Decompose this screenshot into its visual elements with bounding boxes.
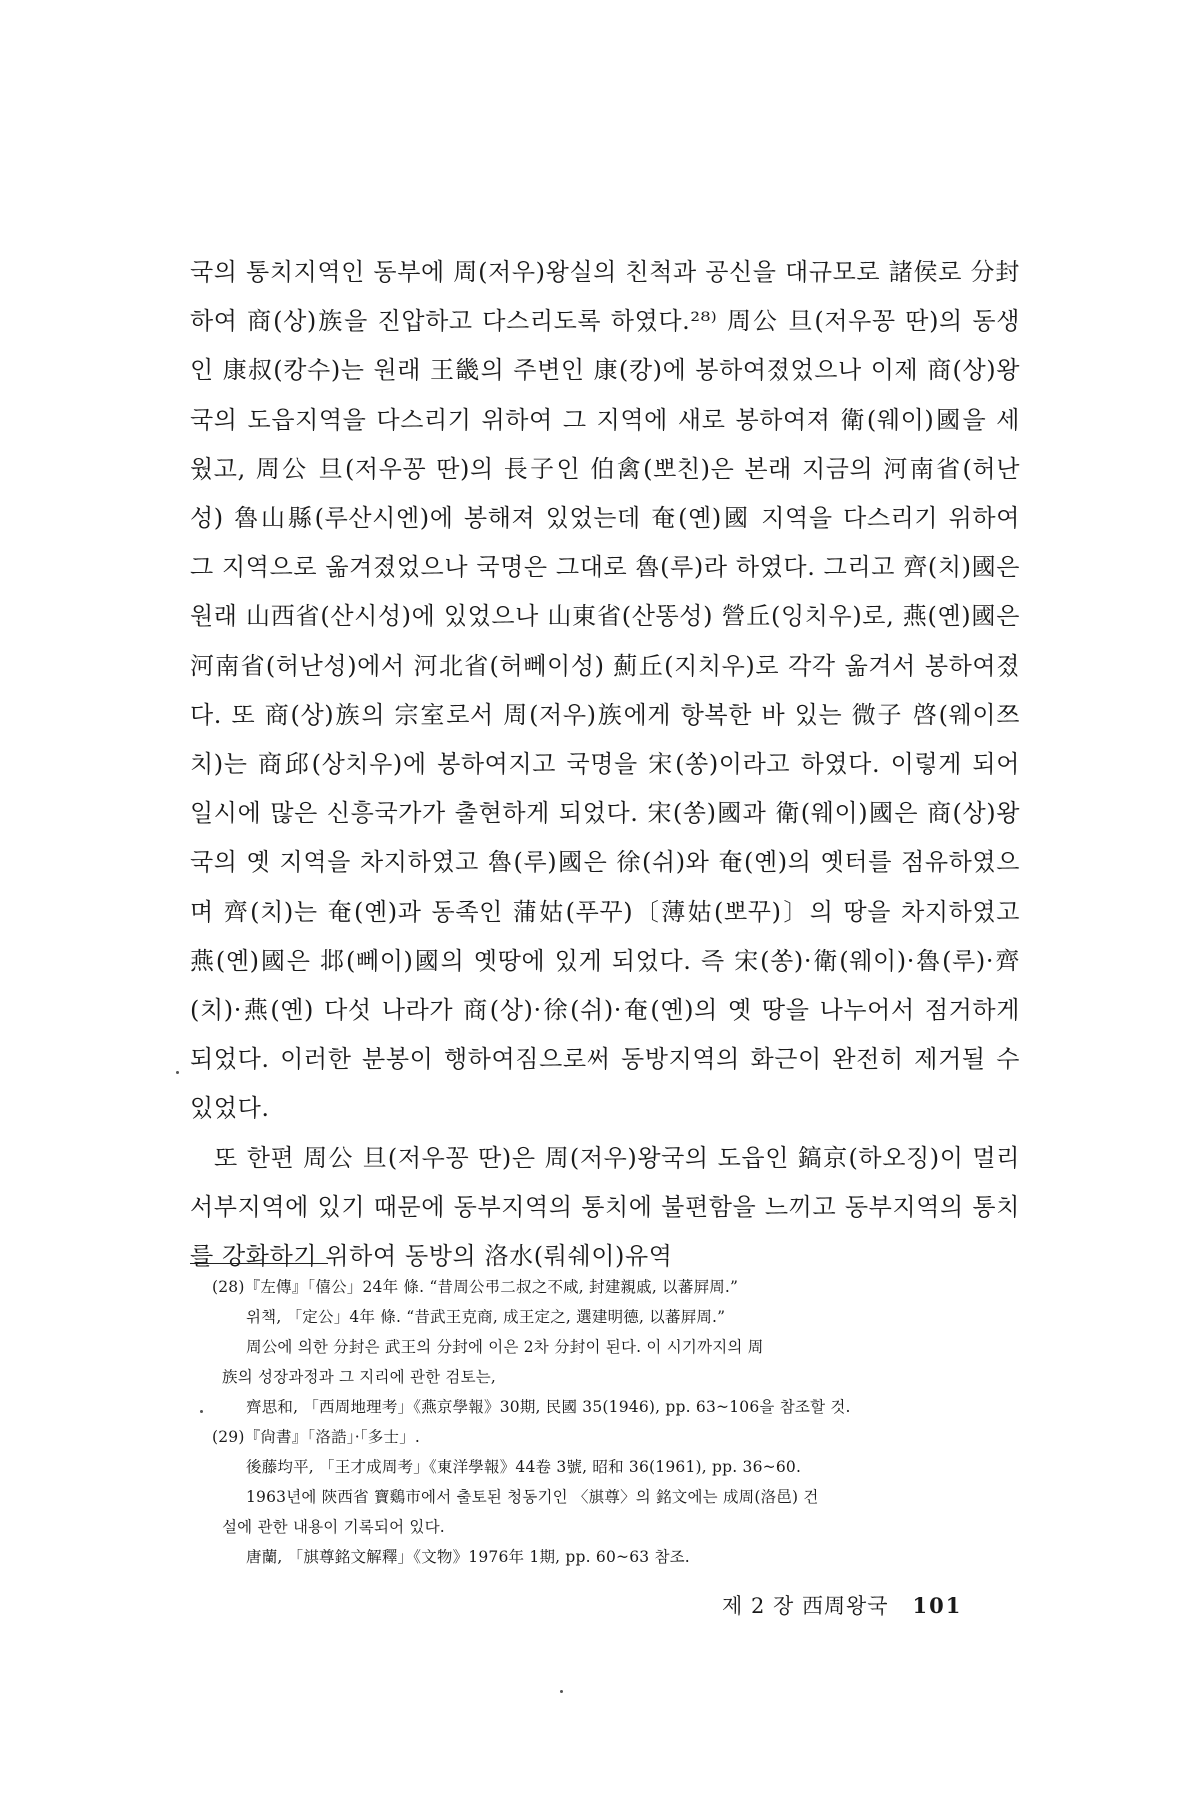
footnote-line: 위책, 「定公」4年 條. “昔武王克商, 成王定之, 選建明德, 以蕃屛周.” [246, 1308, 726, 1326]
footnote-line: 설에 관한 내용이 기록되어 있다. [222, 1518, 445, 1536]
body-text [190, 248, 1020, 1281]
footnote-line [212, 1422, 1020, 1452]
page-number: 101 [912, 1593, 963, 1618]
scan-speck [176, 1071, 179, 1074]
running-footer [722, 1590, 962, 1620]
footnote-28 [212, 1272, 1020, 1422]
chapter-title: 제 2 장 西周왕국 [722, 1594, 889, 1618]
scan-speck [200, 1410, 203, 1413]
footnote-line: 後藤均平, 「王才成周考」《東洋學報》44卷 3號, 昭和 36(1961), pp. 36~60. [246, 1458, 802, 1476]
footnote-text: 『尙書』「洛誥」·「多士」. [244, 1428, 421, 1446]
footnote-number: (29) [212, 1428, 245, 1446]
footnote-line: 唐蘭, 「𣄃尊銘文解釋」《文物》1976年 1期, pp. 60~63 참조. [246, 1548, 690, 1566]
footnotes [212, 1272, 1020, 1572]
footnote-text: 『左傳』「僖公」24年 條. “昔周公弔二叔之不咸, 封建親戚, 以蕃屛周.” [244, 1278, 739, 1296]
footnote-line: 周公에 의한 分封은 武王의 分封에 이은 2차 分封이 된다. 이 시기까지의 周 [246, 1338, 764, 1356]
paragraph: 국의 통치지역인 동부에 周(저우)왕실의 친척과 공신을 대규모로 諸侯로 分封하여 商(상)族을 진압하고 다스리도록 하였다.²⁸⁾ 周公 旦(저우꽁 딴)의 동생인 康叔(캉수)는 원래 王畿의 주변인 康(캉)에 봉하여졌었으나 이제 商(상)왕국의 도읍지역을 다스리기 위하여 그 지역에 새로 봉하여져 衛(웨이)國을 세웠고, 周公 旦(저우꽁 딴)의 長子인 伯禽(뽀친)은 본래 지금의 河南省(허난성) 魯山縣(루산시엔)에 봉해져 있었는데 奄(옌)國 지역을 다스리기 위하여 그 지역으로 옮겨졌었으나 국명은 그대로 魯(루)라 하였다. 그리고 齊(치)國은 원래 山西省(산시성)에 있었으나 山東省(산똥성) 營丘(잉치우)로, 燕(옌)國은 河南省(허난성)에서 河北省(허뻬이성) 薊丘(지치우)로 각각 옮겨서 봉하여졌다. 또 商(상)族의 宗室로서 周(저우)族에게 항복한 바 있는 微子 啓(웨이쯔 치)는 商邱(상치우)에 봉하여지고 국명을 宋(쏭)이라고 하였다. 이렇게 되어 일시에 많은 신흥국가가 출현하게 되었다. 宋(쏭)國과 衛(웨이)國은 商(상)왕국의 옛 지역을 차지하였고 魯(루)國은 徐(쉬)와 奄(옌)의 옛터를 점유하였으며 齊(치)는 奄(옌)과 동족인 蒲姑(푸꾸)〔薄姑(뽀꾸)〕의 땅을 차지하였고 燕(옌)國은 邶(뻬이)國의 옛땅에 있게 되었다. 즉 宋(쏭)·衛(웨이)·魯(루)·齊(치)·燕(옌) 다섯 나라가 商(상)·徐(쉬)·奄(옌)의 옛 땅을 나누어서 점거하게 되었다. 이러한 분봉이 행하여짐으로써 동방지역의 화근이 완전히 제거될 수 있었다. [190, 258, 1020, 1123]
scan-speck [560, 1690, 563, 1693]
footnote-line: 族의 성장과정과 그 지리에 관한 검토는, [222, 1368, 497, 1386]
footnote-number: (28) [212, 1278, 245, 1296]
footnote-line: 齊思和, 「西周地理考」《燕京學報》30期, 民國 35(1946), pp. 63~106을 참조할 것. [246, 1398, 851, 1416]
paragraph: 또 한편 周公 旦(저우꽁 딴)은 周(저우)왕국의 도읍인 鎬京(하오징)이 멀리 서부지역에 있기 때문에 동부지역의 통치에 불편함을 느끼고 동부지역의 통치를 강화하기 위하여 동방의 洛水(뤄쉐이)유역 [190, 1143, 1020, 1271]
footnote-divider [190, 1263, 328, 1264]
footnote-29 [212, 1422, 1020, 1572]
footnote-line [212, 1272, 1020, 1302]
footnote-line: 1963년에 陝西省 寶鷄市에서 출토된 청동기인 〈𣄃尊〉의 銘文에는 成周(洛邑) 건 [246, 1488, 819, 1506]
